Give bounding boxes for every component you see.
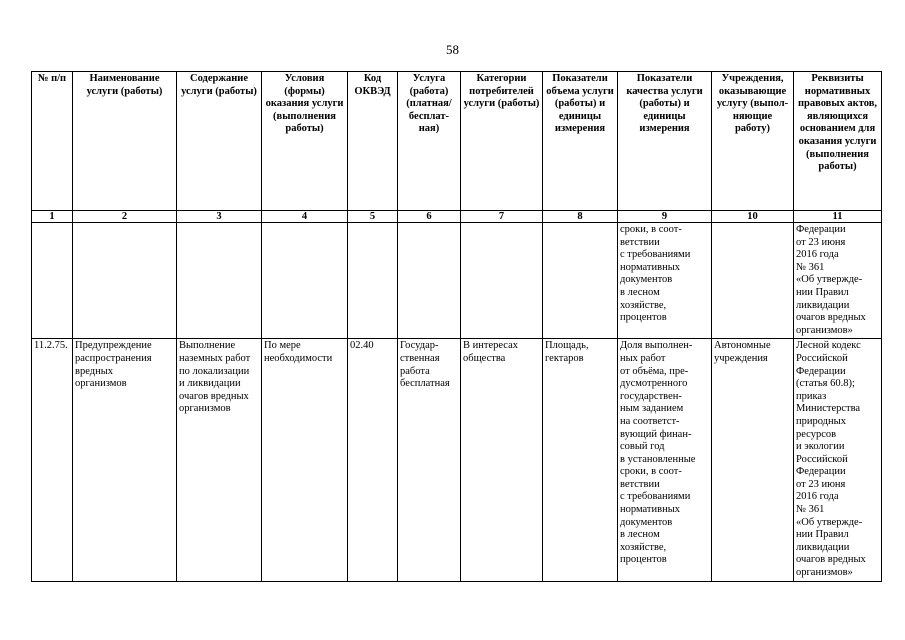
- column-number: 4: [262, 211, 348, 223]
- header-cell: Показатели объема услуги (работы) и единицы измерения: [543, 72, 618, 211]
- table-cell: [32, 223, 73, 339]
- header-cell: Наименование услуги (работы): [73, 72, 177, 211]
- column-number: 6: [398, 211, 461, 223]
- table-cell: [712, 223, 794, 339]
- column-number: 11: [794, 211, 882, 223]
- table-row: [32, 339, 882, 582]
- table-cell: Автономные учреждения: [712, 339, 794, 582]
- header-cell: Учреждения, оказывающие услугу (выпол-няющие работу): [712, 72, 794, 211]
- table-cell: 02.40: [348, 339, 398, 582]
- header-cell: Код ОКВЭД: [348, 72, 398, 211]
- table-cell: Государ- ственная работа бесплатная: [398, 339, 461, 582]
- column-number: 10: [712, 211, 794, 223]
- column-number: 2: [73, 211, 177, 223]
- table-cell: Доля выполнен- ных работ от объёма, пре- дусмотренного государствен- ным заданием на соответст- вующий финан- совый год в установленные сроки, в соот- ветствии с требованиями нормативных документов в лесном хозяйстве, процентов: [618, 339, 712, 582]
- services-table: [31, 71, 882, 582]
- table-row: [32, 223, 882, 339]
- table-cell: [461, 223, 543, 339]
- header-cell: Показатели качества услуги (работы) и единицы измерения: [618, 72, 712, 211]
- column-number: 5: [348, 211, 398, 223]
- table-cell: [177, 223, 262, 339]
- header-cell: Содержание услуги (работы): [177, 72, 262, 211]
- table-cell: Федерации от 23 июня 2016 года № 361 «Об утвержде- нии Правил ликвидации очагов вредных организмов»: [794, 223, 882, 339]
- table-cell: [543, 223, 618, 339]
- column-number: 7: [461, 211, 543, 223]
- header-cell: Категории потребителей услуги (работы): [461, 72, 543, 211]
- column-number: 1: [32, 211, 73, 223]
- table-cell: [348, 223, 398, 339]
- header-cell: № п/п: [32, 72, 73, 211]
- header-cell: Реквизиты нормативных правовых актов, являющихся основанием для оказания услуги (выполнения работы): [794, 72, 882, 211]
- table-cell: [398, 223, 461, 339]
- header-row: [32, 72, 882, 211]
- column-number: 9: [618, 211, 712, 223]
- table-cell: Выполнение наземных работ по локализации и ликвидации очагов вредных организмов: [177, 339, 262, 582]
- column-number-row: [32, 211, 882, 223]
- table-cell: По мере необходимости: [262, 339, 348, 582]
- table-cell: [262, 223, 348, 339]
- table-cell: Лесной кодекс Российской Федерации (статья 60.8); приказ Министерства природных ресурсов и экологии Российской Федерации от 23 июня 2016 года № 361 «Об утвержде- нии Правил ликвидации очагов вредных организмов»: [794, 339, 882, 582]
- column-number: 3: [177, 211, 262, 223]
- header-cell: Условия (формы) оказания услуги (выполнения работы): [262, 72, 348, 211]
- table-cell: сроки, в соот- ветствии с требованиями нормативных документов в лесном хозяйстве, процентов: [618, 223, 712, 339]
- header-cell: Услуга (работа) (платная/ бесплат-ная): [398, 72, 461, 211]
- table-cell: [73, 223, 177, 339]
- table-cell: В интересах общества: [461, 339, 543, 582]
- table-cell: 11.2.75.: [32, 339, 73, 582]
- page-number: 58: [446, 42, 459, 57]
- table-cell: Предупреждение распространения вредных организмов: [73, 339, 177, 582]
- table-cell: Площадь, гектаров: [543, 339, 618, 582]
- column-number: 8: [543, 211, 618, 223]
